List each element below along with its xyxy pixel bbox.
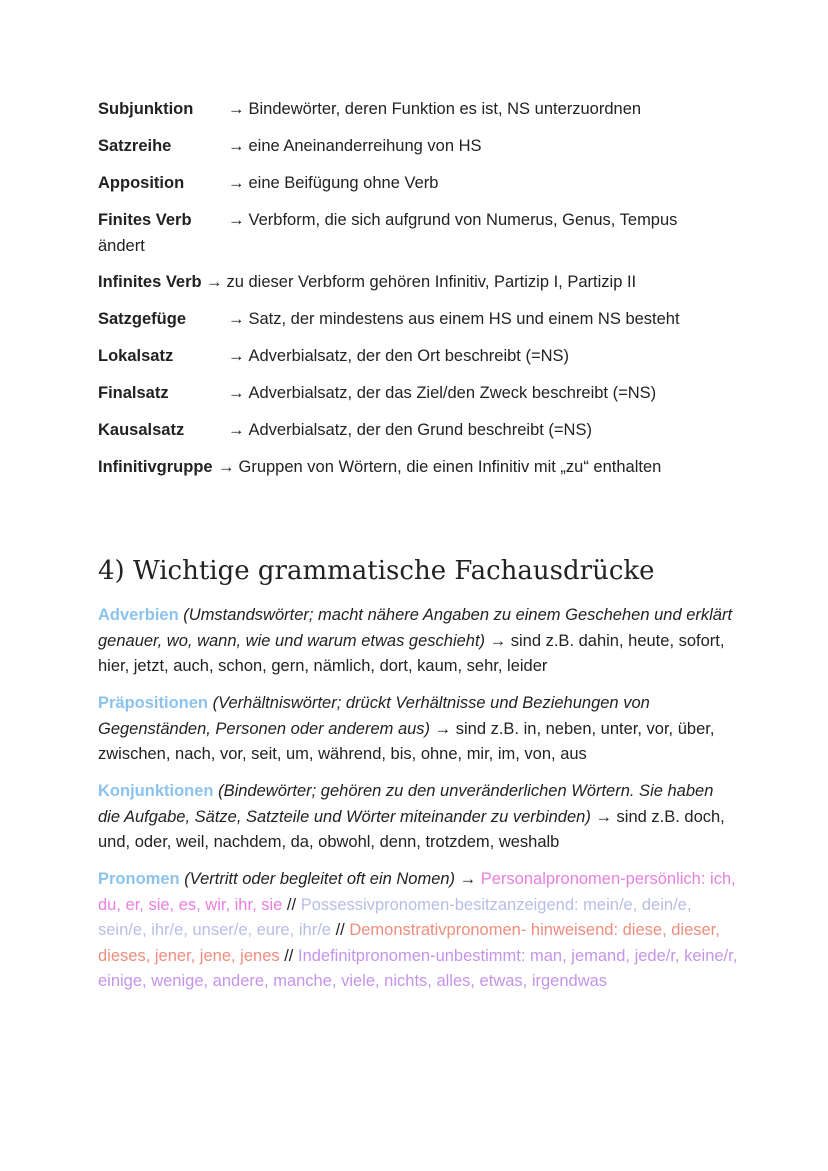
- glossary-term: Satzreihe: [98, 137, 172, 155]
- paragraph-konjunktionen: [98, 779, 738, 856]
- examples: sind z.B. doch, und, oder, weil, nachdem, da, obwohl, denn, trotzdem, weshalb: [98, 807, 725, 851]
- glossary-term: Satzgefüge: [98, 310, 187, 328]
- glossary-term: Subjunktion: [98, 100, 194, 118]
- glossary-row: [98, 419, 798, 456]
- separator: //: [286, 895, 297, 914]
- glossary-definition: → Satz, der mindestens aus einem HS und einem NS besteht: [228, 310, 680, 328]
- arrow-icon: →: [489, 631, 507, 650]
- glossary-term: Apposition: [98, 174, 185, 192]
- keyword-praepositionen: Präpositionen: [98, 694, 209, 712]
- glossary-row: [98, 308, 798, 345]
- arrow-icon: →: [228, 137, 245, 155]
- paragraph-praepositionen: [98, 691, 738, 768]
- separator: //: [284, 946, 294, 965]
- explanation: (Bindewörter; gehören zu den unveränderlichen Wörtern. Sie haben die Aufgabe, Sätze, Satzteile und Wörter miteinander zu verbinden): [98, 782, 714, 826]
- glossary-term: Finites Verb: [98, 211, 192, 229]
- explanation: (Vertritt oder begleitet oft ein Nomen): [184, 870, 456, 888]
- paragraph-adverbien: [98, 603, 738, 680]
- examples: sind z.B. dahin, heute, sofort, hier, jetzt, auch, schon, gern, nämlich, dort, kaum, sehr, leider: [98, 631, 725, 675]
- paragraph-pronomen: [98, 867, 738, 995]
- glossary-definition: → eine Beifügung ohne Verb: [228, 174, 439, 192]
- glossary-row: [98, 98, 798, 135]
- arrow-icon: →: [228, 100, 245, 118]
- glossary-row: [98, 135, 798, 172]
- glossary-definition: → Adverbialsatz, der den Grund beschreibt (=NS): [228, 421, 592, 439]
- glossary-row: [98, 382, 798, 419]
- arrow-icon: →: [228, 384, 245, 402]
- separator: //: [335, 921, 345, 939]
- glossary-definition: → eine Aneinanderreihung von HS: [228, 137, 482, 155]
- arrow-icon: →: [228, 347, 245, 365]
- glossary-definition: → Bindewörter, deren Funktion es ist, NS unterzuordnen: [228, 100, 642, 118]
- keyword-konjunktionen: Konjunktionen: [98, 782, 214, 800]
- glossary-definition: → Verbform, die sich aufgrund von Numerus, Genus, Tempus: [228, 211, 678, 229]
- demonstrativpronomen-text: Demonstrativpronomen- hinweisend: diese, dieser, dieses, jener, jene, jenes: [98, 921, 720, 965]
- glossary-term: Lokalsatz: [98, 347, 174, 365]
- glossary-row: [98, 271, 798, 308]
- arrow-icon: →: [595, 807, 612, 826]
- arrow-icon: →: [228, 211, 245, 229]
- glossary-term: Infinites Verb: [98, 273, 202, 291]
- section-title: 4) Wichtige grammatische Fachausdrücke: [98, 556, 655, 586]
- arrow-icon: →: [459, 870, 477, 888]
- glossary-definition: → Gruppen von Wörtern, die einen Infinitiv mit „zu“ enthalten: [218, 458, 662, 476]
- glossary-row: [98, 209, 798, 271]
- arrow-icon: →: [206, 273, 223, 291]
- arrow-icon: →: [434, 719, 452, 738]
- glossary-definition-continuation: ändert: [98, 237, 145, 255]
- glossary-definition: → zu dieser Verbform gehören Infinitiv, Partizip I, Partizip II: [206, 273, 637, 291]
- glossary-row: [98, 456, 798, 493]
- glossary-row: [98, 172, 798, 209]
- explanation: (Verhältniswörter; drückt Verhältnisse und Beziehungen von Gegenständen, Personen oder anderem aus): [98, 694, 650, 738]
- glossary-term: Infinitivgruppe: [98, 458, 213, 476]
- glossary-term: Finalsatz: [98, 384, 169, 402]
- glossary-definition: → Adverbialsatz, der den Ort beschreibt (=NS): [228, 347, 570, 365]
- glossary-definition: → Adverbialsatz, der das Ziel/den Zweck beschreibt (=NS): [228, 384, 657, 402]
- possessivpronomen-text: Possessivpronomen-besitzanzeigend: mein/e, dein/e, sein/e, ihr/e, unser/e, eure, ihr/e: [98, 895, 692, 939]
- arrow-icon: →: [228, 174, 245, 192]
- glossary-list: [98, 98, 798, 493]
- arrow-icon: →: [218, 458, 235, 476]
- arrow-icon: →: [228, 421, 245, 439]
- glossary-term: Kausalsatz: [98, 421, 185, 439]
- glossary-row: [98, 345, 798, 382]
- indefinitpronomen-text: Indefinitpronomen-unbestimmt: man, jemand, jede/r, keine/r, einige, wenige, andere, manche, viele, nichts, alles, etwas, irgendwas: [98, 946, 738, 990]
- examples: sind z.B. in, neben, unter, vor, über, zwischen, nach, vor, seit, um, während, bis, ohne, mir, im, von, aus: [98, 719, 715, 763]
- keyword-pronomen: Pronomen: [98, 870, 180, 888]
- keyword-adverbien: Adverbien: [98, 606, 179, 624]
- arrow-icon: →: [228, 310, 245, 328]
- explanation: (Umstandswörter; macht nähere Angaben zu einem Geschehen und erklärt genauer, wo, wann, wie und warum etwas geschieht): [98, 606, 733, 650]
- personalpronomen-text: Personalpronomen-persönlich: ich, du, er, sie, es, wir, ihr, sie: [98, 870, 736, 914]
